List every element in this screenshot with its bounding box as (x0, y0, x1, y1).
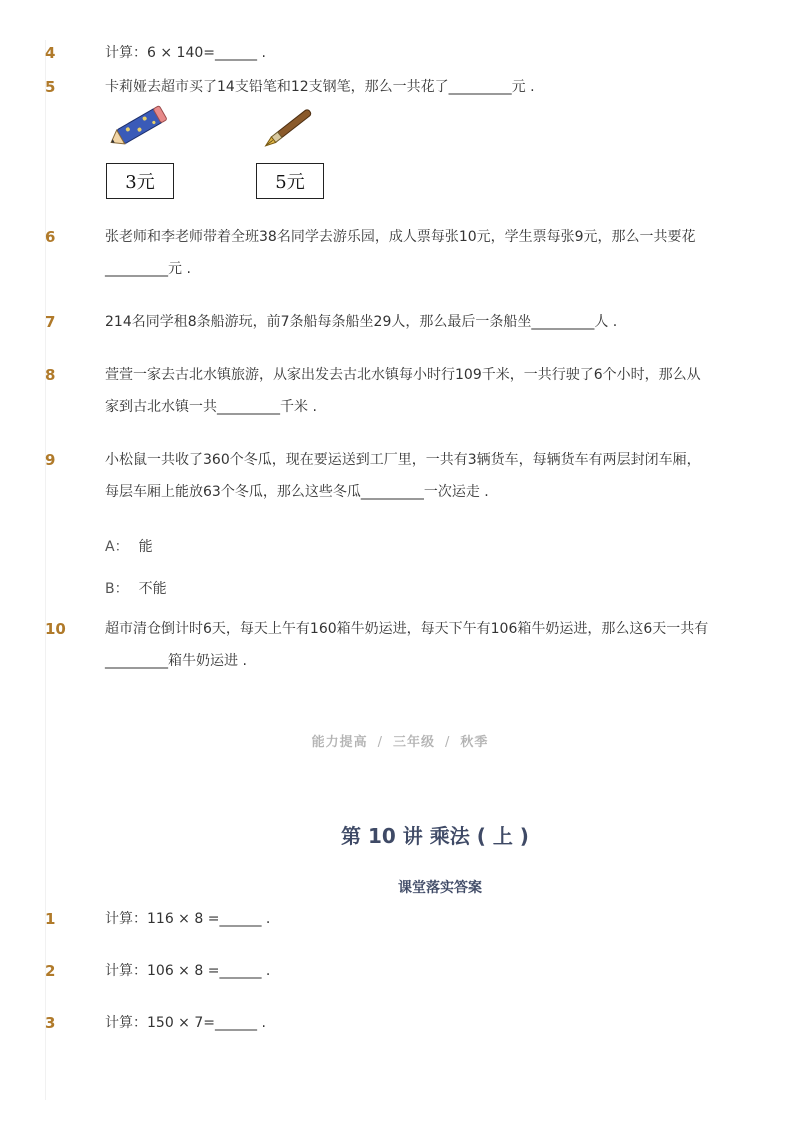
question-line: 家到古北水镇一共_________千米 . (105, 399, 317, 415)
question-line: 214名同学租8条船游玩，前7条船每条船坐29人，那么最后一条船坐_________人 . (105, 314, 618, 330)
question-text (105, 444, 725, 508)
pencil-price-box: 3元 (106, 163, 174, 199)
question-line: 计算：106 × 8 =______ . (105, 963, 271, 979)
footer-separator: / (377, 735, 383, 750)
fountain-pen-icon (258, 106, 318, 152)
option-key: B： (105, 581, 129, 597)
question-text (105, 903, 725, 935)
question-text (105, 221, 725, 285)
option-a[interactable] (105, 536, 153, 556)
section-subtitle: 课堂落实答案 (398, 880, 482, 896)
question-line: 萱萱一家去古北水镇旅游，从家出发去古北水镇每小时行109千米，一共行驶了6个小时，那么从 (105, 367, 701, 383)
footer-grade: 三年级 (392, 735, 435, 750)
question-number: 4 (45, 44, 56, 62)
question-line: 计算：116 × 8 =______ . (105, 911, 271, 927)
page-footer (0, 731, 800, 750)
question-line: _________元 . (105, 261, 191, 277)
question-line: 超市清仓倒计时6天，每天上午有160箱牛奶运进，每天下午有106箱牛奶运进，那么这6天一共有 (105, 621, 709, 637)
question-number: 8 (45, 366, 56, 384)
page-margin-line (45, 40, 46, 1100)
question-line: 每层车厢上能放63个冬瓜，那么这些冬瓜_________一次运走 . (105, 484, 489, 500)
question-number: 7 (45, 313, 56, 331)
question-number: 1 (45, 910, 56, 928)
question-number: 10 (45, 620, 66, 638)
question-text (105, 1007, 725, 1039)
question-text (105, 359, 725, 423)
footer-term: 秋季 (460, 735, 489, 750)
question-number: 9 (45, 451, 56, 469)
question-line: _________箱牛奶运进 . (105, 653, 247, 669)
question-line: 计算：150 × 7=______ . (105, 1015, 266, 1031)
question-number: 3 (45, 1014, 56, 1032)
question-line: 计算：6 × 140=______ . (105, 45, 266, 61)
question-text (105, 306, 725, 338)
question-line: 卡莉娅去超市买了14支铅笔和12支钢笔，那么一共花了_________元 . (105, 79, 535, 95)
footer-course: 能力提高 (311, 735, 368, 750)
question-number: 5 (45, 78, 56, 96)
question-number: 6 (45, 228, 56, 246)
question-text (105, 613, 725, 677)
question-line: 小松鼠一共收了360个冬瓜，现在要运送到工厂里，一共有3辆货车，每辆货车有两层封闭车厢， (105, 452, 701, 468)
option-b[interactable] (105, 578, 167, 598)
question-line: 张老师和李老师带着全班38名同学去游乐园，成人票每张10元，学生票每张9元，那么一共要花 (105, 229, 696, 245)
question-text (105, 37, 725, 69)
question-text (105, 71, 725, 103)
question-text (105, 955, 725, 987)
footer-separator: / (445, 735, 451, 750)
question-number: 2 (45, 962, 56, 980)
option-text: 不能 (138, 581, 167, 597)
pencil-icon (104, 104, 172, 150)
section-title: 第 10 讲 乘法 ( 上 ) (341, 824, 529, 848)
option-key: A： (105, 539, 129, 555)
pen-price-box: 5元 (256, 163, 324, 199)
option-text: 能 (138, 539, 153, 555)
